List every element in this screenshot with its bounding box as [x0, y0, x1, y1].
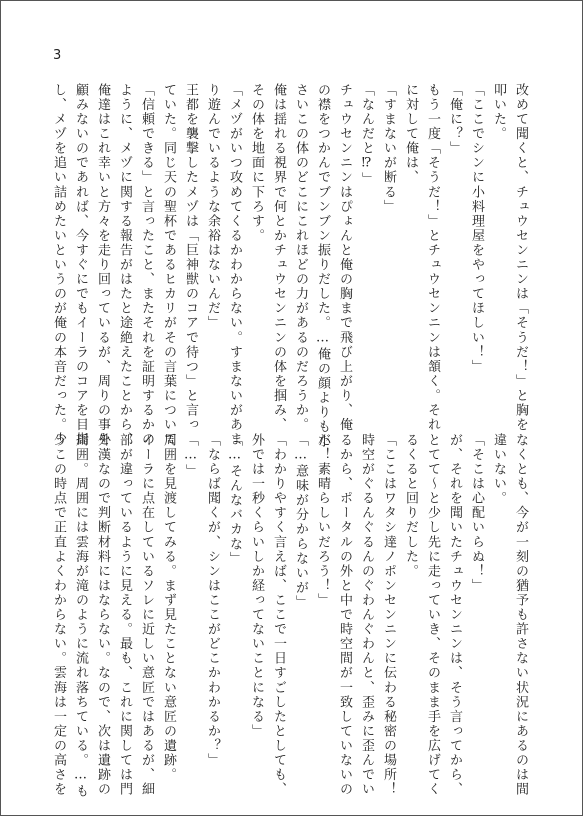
text-line: 「ならば聞くが、シンはここがどこかわかるか？」	[205, 433, 220, 768]
text-line: 周囲。周囲には雲海が滝のように流れ落ちている。…も	[73, 433, 88, 799]
text-line: 時空がぐるんぐるんのぐわんぐわんと、歪みに歪んでい	[359, 433, 374, 797]
text-line: 「俺に？」	[447, 83, 462, 156]
text-line: 「すまないが断る」	[381, 83, 396, 214]
text-line: 「ここはワタシ達ノポンセンニンに伝わる秘密の場所！	[381, 433, 396, 797]
text-line: ように、メヅに関する報告がはたと途絶えたことから、	[117, 83, 132, 447]
text-line: が、それを聞いたチュウセンニンは、そう言ってから、	[447, 433, 462, 797]
text-line: 周囲を見渡してみる。まず見たことない意匠の遺跡。	[161, 433, 176, 783]
text-line: 「信頼できる」と言ったこと、またそれを証明するかの	[139, 83, 154, 447]
text-line: り遊んでいるような余裕はないんだ」	[205, 83, 220, 331]
text-line: 「…」	[183, 433, 198, 479]
text-block-top	[51, 83, 531, 449]
text-line: 「…意味が分からないが」	[293, 433, 308, 610]
text-line: 「なんだと⁉」	[359, 83, 374, 187]
text-line: なくとも、今が一刻の猶予も許さない状況にあるのは間	[513, 433, 528, 797]
text-line: 俺達はこれ幸いと方々を走り回っているが、周りの事を	[95, 83, 110, 447]
text-line: だ！素晴らしいだろう！」	[315, 433, 330, 608]
page-number: 3	[53, 48, 62, 63]
text-line: 改めて聞くと、チュウセンニンは「そうだ！」と胸を	[513, 83, 528, 433]
text-line: その体を地面に下ろす。	[249, 83, 264, 244]
text-line: 「ここでシンに小料理屋をやってほしい！」	[469, 83, 484, 374]
text-line: 外では一秒くらいしか経ってないことになる」	[249, 433, 264, 739]
text-line: 違いない。	[491, 433, 506, 506]
text-line: に対して俺は、	[403, 83, 418, 185]
text-line: チュウセンニンはぴょんと俺の胸まで飛び上がり、俺	[337, 83, 352, 433]
text-line: 「…そんなバカな」	[227, 433, 242, 566]
text-line: 王都を襲撃したメヅは「巨神獣のコアで待つ」と言っ	[183, 83, 198, 433]
text-line: もう一度「そうだ！」とチュウセンニンは頷く。それ	[425, 83, 440, 433]
text-line: 「わかりやすく言えば、ここで一日すごしたとしても、	[271, 433, 286, 797]
text-line: 叩いた。	[491, 83, 506, 142]
text-line: うこの時点で正直よくわからない。雲海は一定の高さを	[51, 433, 66, 797]
text-line: の襟をつかんでブンブン振りだした。…俺の顔よりも小	[315, 83, 330, 449]
text-line: ていた。同じ天の聖杯であるヒカリがその言葉について	[161, 83, 176, 447]
text-block-bottom	[51, 433, 531, 799]
text-line: 「そこは心配いらぬ！」	[469, 433, 484, 594]
text-line: 顧みないのであれば、今すぐにでもイーラのコアを目指	[73, 83, 88, 447]
text-line: さいこの体のどこにこれほどの力があるのだろうか。	[293, 83, 308, 433]
text-line: 俺は揺れる視界で何とかチュウセンニンの体を掴み、	[271, 83, 286, 433]
text-line: イーラに点在しているソレに近しい意匠ではあるが、細	[139, 433, 154, 797]
text-line: 「メヅがいつ攻めてくるかわからない。すまないがあま	[227, 83, 242, 447]
text-line: とてて～と少し先に走っていき、そのまま手を広げてく	[425, 433, 440, 797]
text-line: るから、ポータルの外と中で時空間が一致していないの	[337, 433, 352, 797]
text-line: し、メヅを追い詰めたいというのが俺の本音だった。少	[51, 83, 66, 447]
text-line: 外漢なので判断材料にはならない。なので、次は遺跡の	[95, 433, 110, 797]
text-line: 部が違っているように見える。最も、これに関しては門	[117, 433, 132, 797]
text-line: るくると回りだした。	[403, 433, 418, 579]
